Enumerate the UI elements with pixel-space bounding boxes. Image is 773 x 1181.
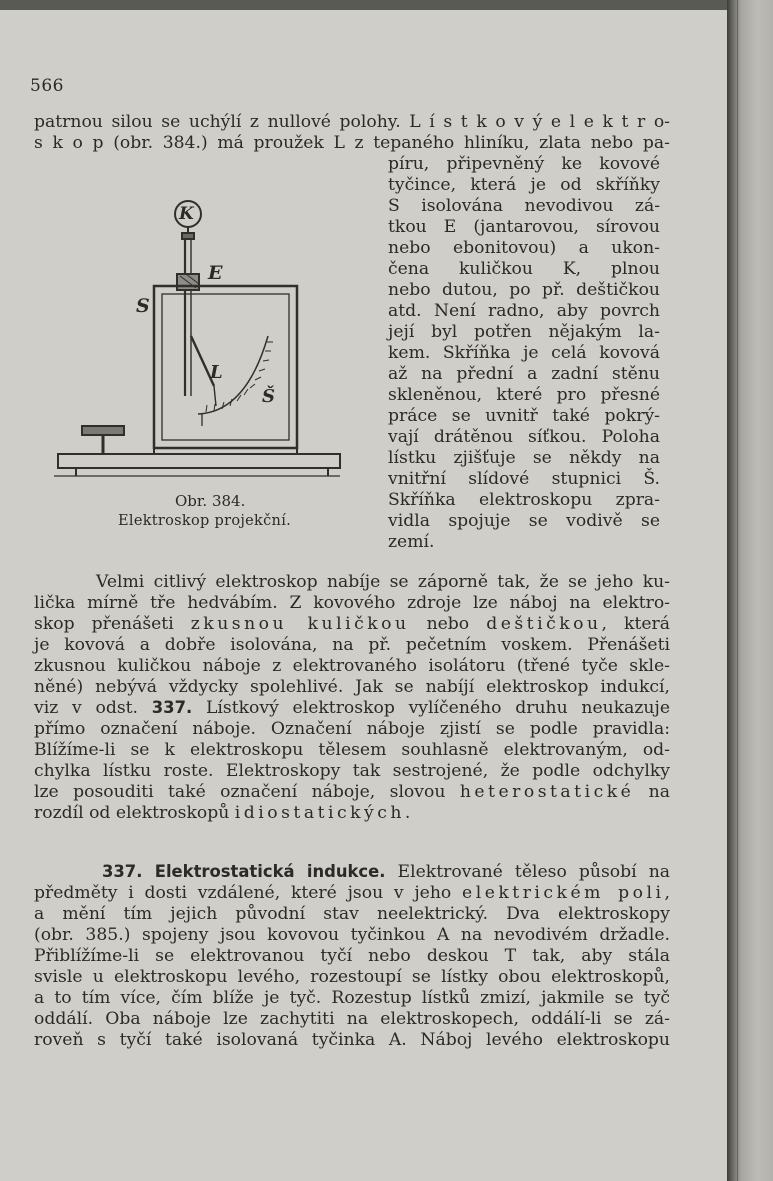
wrap-line: práce se uvnitř také pokrý-: [388, 406, 660, 426]
base-plate: [58, 454, 340, 468]
text-line: Velmi citlivý elektroskop nabíje se záporně tak, že se jeho ku-: [96, 572, 670, 592]
label-scale: Š: [262, 386, 275, 407]
text-line: rozdíl od elektroskopů idiostatických.: [34, 803, 411, 823]
section-heading: 337. Elektrostatická indukce.: [102, 862, 386, 881]
wrap-line: její byl potřen nějakým la-: [388, 322, 660, 342]
wrap-line: skleněnou, které pro přesné: [388, 385, 660, 405]
scan-top-strip: [0, 0, 727, 10]
wrap-line: tkou E (jantarovou, sírovou: [388, 217, 660, 237]
page-number: 566: [30, 76, 64, 96]
book-spine-edge: [727, 0, 773, 1181]
knob: [82, 426, 124, 435]
text-line: přímo označení náboje. Označení náboje zjistí se podle pravidla:: [34, 719, 670, 739]
label-s: S: [136, 295, 150, 317]
text-line: Blížíme-li se k elektroskopu tělesem souhlasně elektrovaným, od-: [34, 740, 670, 760]
text-line: a to tím více, čím blíže je tyč. Rozestup lístků zmizí, jakmile se tyč: [34, 988, 670, 1008]
text-line: s k o p (obr. 384.) má proužek L z tepaného hliníku, zlata nebo pa-: [34, 133, 670, 153]
text-line: něné) nebývá vždycky spolehlivé. Jak se nabíjí elektroskop indukcí,: [34, 677, 670, 697]
text-line: oddálí. Oba náboje lze zachytiti na elektroskopech, oddálí-li se zá-: [34, 1009, 670, 1029]
wrap-line: až na přední a zadní stěnu: [388, 364, 660, 384]
wrap-line: vnitřní slídové stupnici Š.: [388, 469, 660, 489]
text-line: lze posouditi také označení náboje, slovou heterostatické na: [34, 782, 671, 802]
wrap-line: vidla spojuje se vodivě se: [388, 511, 660, 531]
text-line: předměty i dosti vzdálené, které jsou v jeho elektrickém poli,: [34, 883, 670, 903]
electroscope-figure: [36, 186, 366, 516]
label-k: K: [179, 204, 194, 224]
figure-number: Obr. 384.: [175, 492, 246, 510]
text-line: lička mírně tře hedvábím. Z kovového zdroje lze náboj na elektro-: [34, 593, 670, 613]
text-line: a mění tím jejich původní stav neelektrický. Dva elektroskopy: [34, 904, 670, 924]
text-line: (obr. 385.) spojeny jsou kovovou tyčinkou A na nevodivém držadle.: [34, 925, 670, 945]
text-line: Přiblížíme-li se elektrovanou tyčí nebo deskou T tak, aby stála: [34, 946, 670, 966]
wrap-line: atd. Není radno, aby povrch: [388, 301, 660, 321]
wrap-line: nebo dutou, po př. deštičkou: [388, 280, 660, 300]
label-l: L: [210, 362, 223, 383]
label-e: E: [208, 262, 223, 284]
wrap-line: lístku zjišťuje se někdy na: [388, 448, 660, 468]
wrap-line: kem. Skříňka je celá kovová: [388, 343, 660, 363]
wrap-line: nebo ebonitovou) a ukon-: [388, 238, 660, 258]
wrap-line: Skříňka elektroskopu zpra-: [388, 490, 660, 510]
wrap-line: zemí.: [388, 532, 435, 552]
wrap-line: čena kuličkou K, plnou: [388, 259, 660, 279]
wrap-line: S isolována nevodivou zá-: [388, 196, 660, 216]
figure-caption: Elektroskop projekční.: [118, 513, 292, 529]
text-line: svisle u elektroskopu levého, rozestoupí se lístky obou elektroskopů,: [34, 967, 670, 987]
text-line: je kovová a dobře isolována, na př. pečetním voskem. Přenášeti: [34, 635, 670, 655]
wrap-line: tyčince, která je od skříňky: [388, 175, 660, 195]
text-line: patrnou silou se uchýlí z nullové polohy. L í s t k o v ý e l e k t r o-: [34, 112, 670, 132]
text-line: skop přenášeti zkusnou kuličkou nebo deštičkou, která: [34, 614, 670, 634]
section-heading-line: 337. Elektrostatická indukce. Elektrované těleso působí na: [102, 862, 671, 882]
text-line: zkusnou kuličkou náboje z elektrovaného isolátoru (třené tyče skle-: [34, 656, 670, 676]
text-line: roveň s tyčí také isolovaná tyčinka A. Náboj levého elektroskopu: [34, 1030, 670, 1050]
text-line: viz v odst. 337. Lístkový elektroskop vylíčeného druhu neukazuje: [34, 698, 670, 718]
wrap-line: vají drátěnou síťkou. Poloha: [388, 427, 660, 447]
text-line: chylka lístku roste. Elektroskopy tak sestrojené, že podle odchylky: [34, 761, 670, 781]
wrap-line: píru, připevněný ke kovové: [388, 154, 660, 174]
housing-s: [154, 286, 297, 448]
